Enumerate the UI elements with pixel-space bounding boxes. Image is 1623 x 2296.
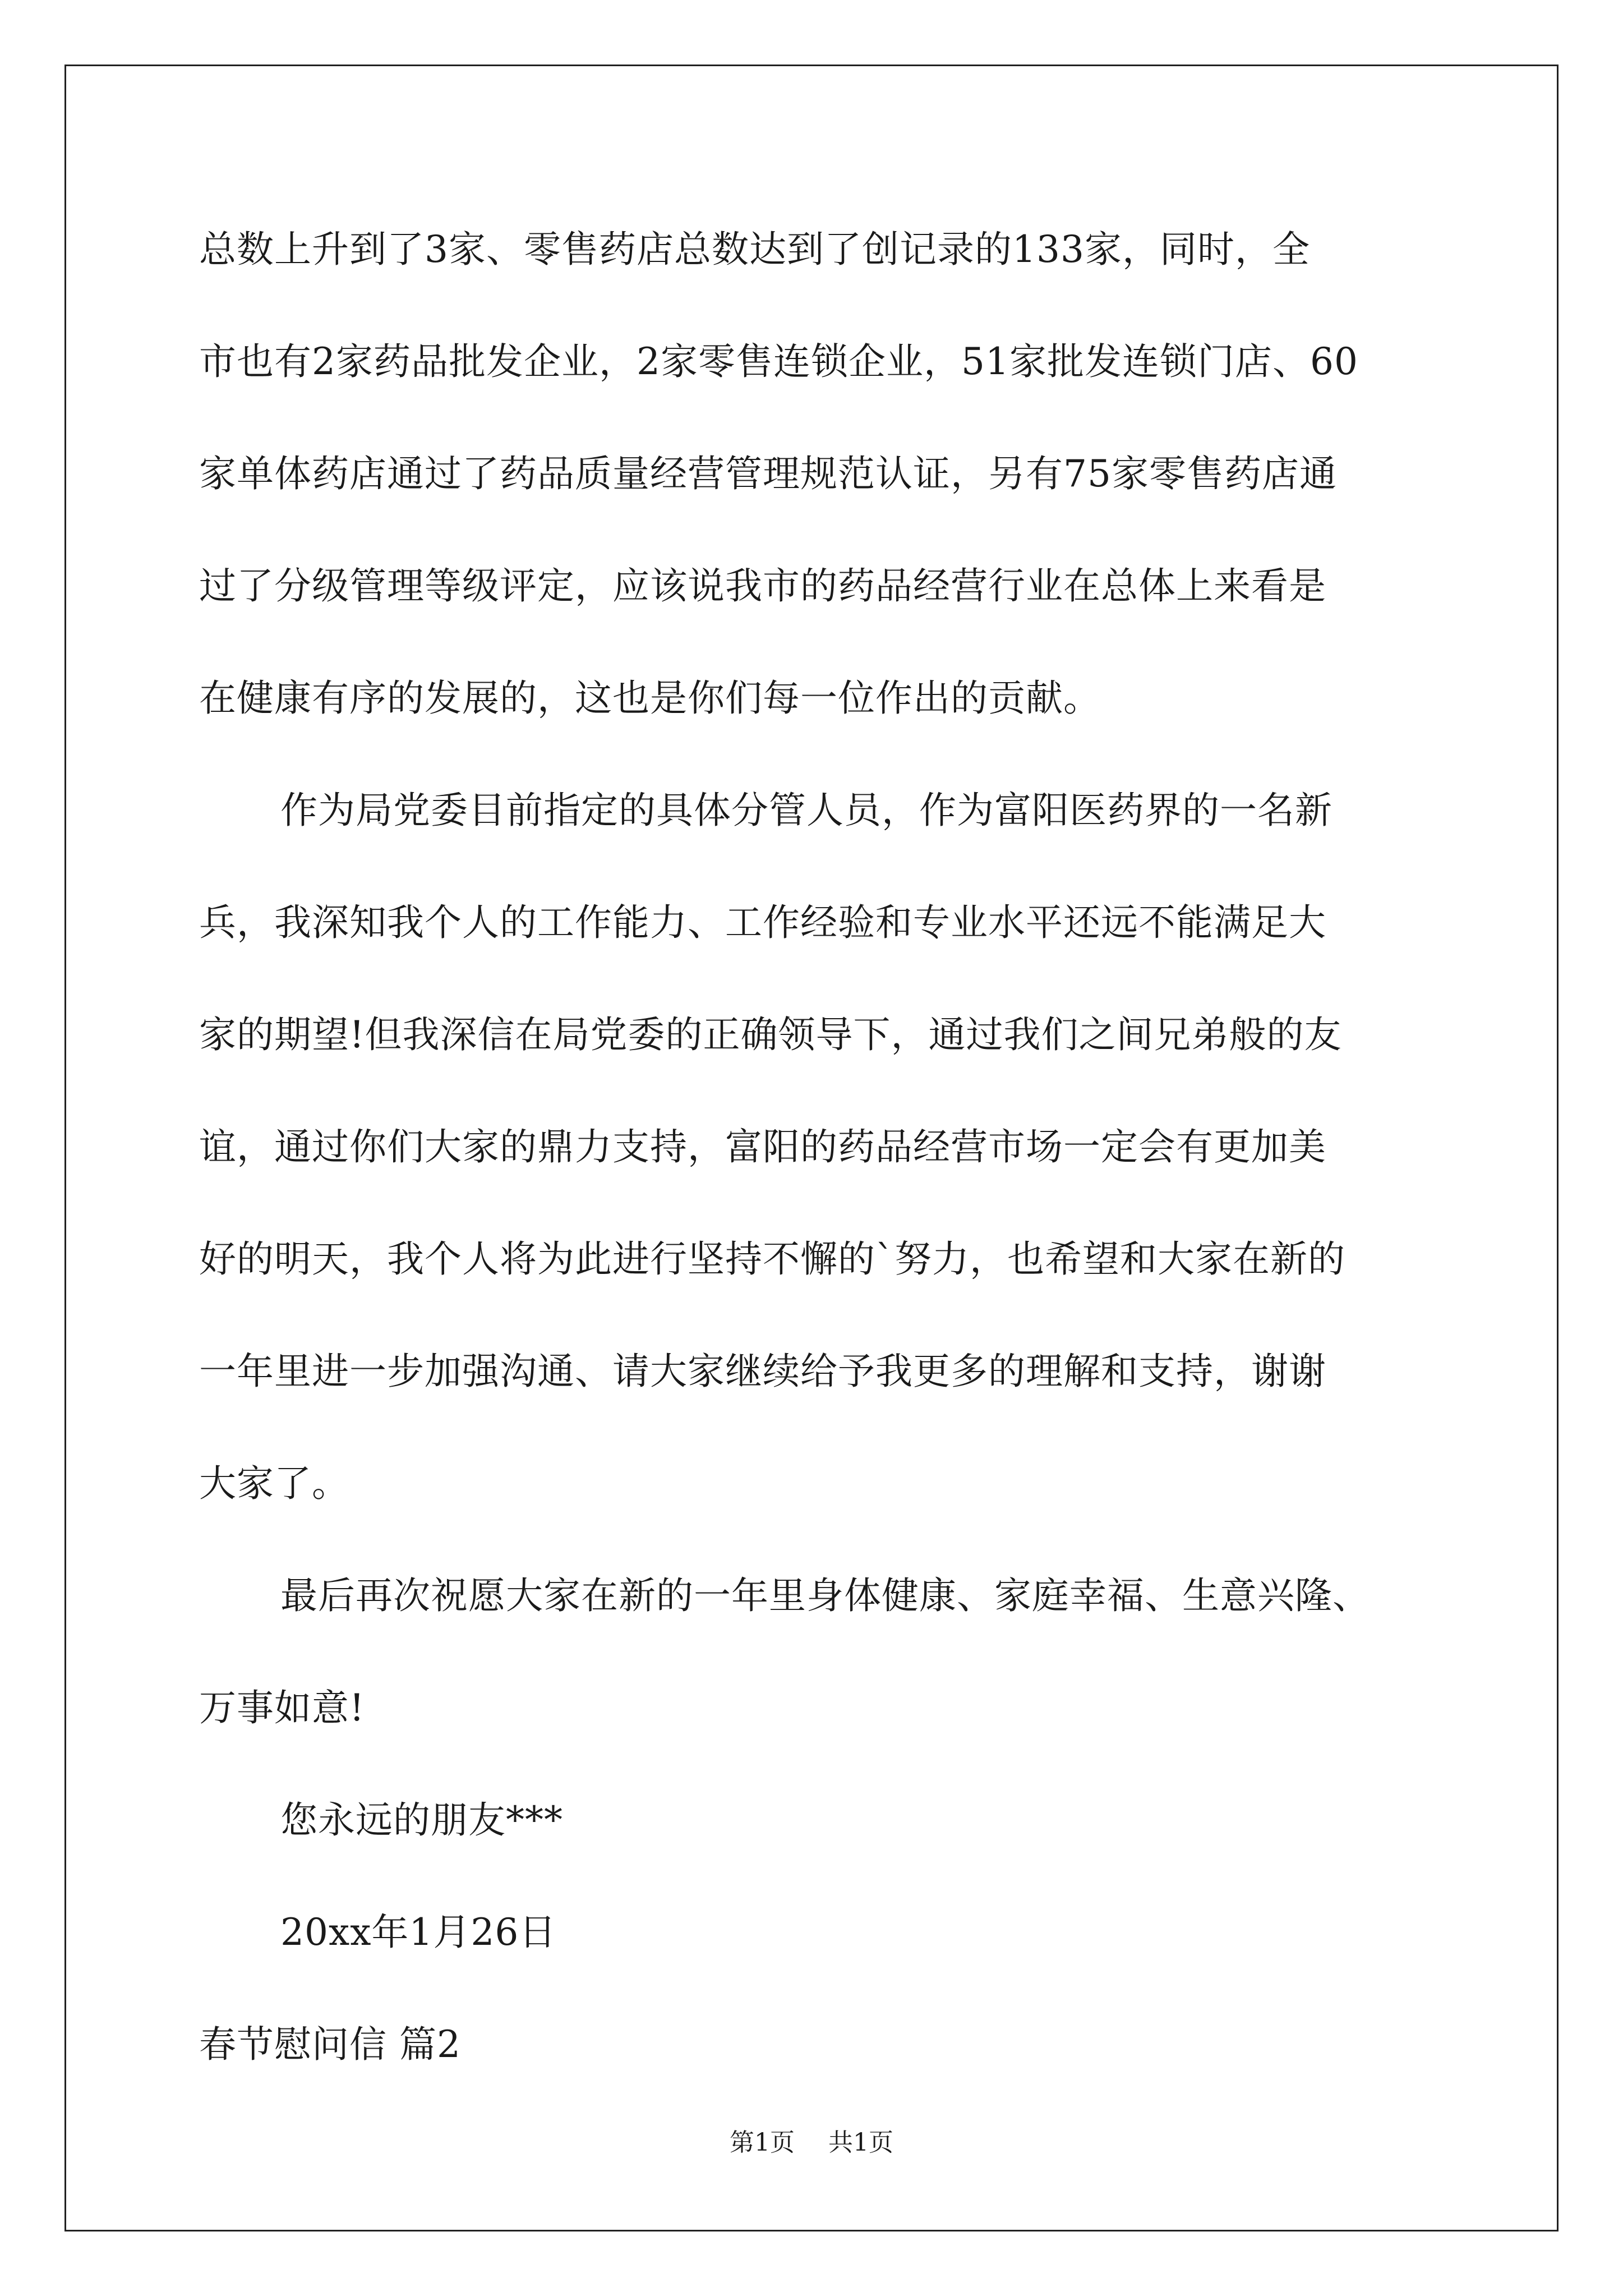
paragraph-line: 在健康有序的发展的，这也是你们每一位作出的贡献。 — [199, 677, 1101, 720]
paragraph-line: 大家了。 — [199, 1462, 349, 1505]
paragraph-line: 兵，我深知我个人的工作能力、工作经验和专业水平还远不能满足大 — [199, 901, 1326, 944]
paragraph-line: 家的期望!但我深信在局党委的正确领导下，通过我们之间兄弟般的友 — [199, 1013, 1342, 1056]
paragraph-line: 万事如意! — [199, 1686, 365, 1729]
signature-line: 您永远的朋友*** — [280, 1798, 563, 1842]
paragraph-line: 总数上升到了3家、零售药店总数达到了创记录的133家，同时，全 — [199, 228, 1310, 271]
date-line: 20xx年1月26日 — [280, 1911, 557, 1954]
paragraph-line: 家单体药店通过了药品质量经营管理规范认证，另有75家零售药店通 — [199, 452, 1337, 495]
paragraph-line: 好的明天，我个人将为此进行坚持不懈的`努力，也希望和大家在新的 — [199, 1237, 1345, 1281]
paragraph-line: 市也有2家药品批发企业，2家零售连锁企业，51家批发连锁门店、60 — [199, 340, 1358, 383]
paragraph-line: 一年里进一步加强沟通、请大家继续给予我更多的理解和支持，谢谢 — [199, 1350, 1326, 1393]
paragraph-line: 作为局党委目前指定的具体分管人员，作为富阳医药界的一名新 — [280, 789, 1332, 832]
page-total: 共1页 — [828, 2128, 893, 2157]
paragraph-line: 谊，通过你们大家的鼎力支持，富阳的药品经营市场一定会有更加美 — [199, 1125, 1326, 1168]
page-footer — [0, 2127, 1623, 2159]
paragraph-line: 最后再次祝愿大家在新的一年里身体健康、家庭幸福、生意兴隆、 — [280, 1574, 1370, 1617]
paragraph-line: 过了分级管理等级评定，应该说我市的药品经营行业在总体上来看是 — [199, 564, 1326, 608]
section-heading: 春节慰问信 篇2 — [199, 2023, 461, 2066]
page-number: 第1页 — [730, 2128, 795, 2157]
